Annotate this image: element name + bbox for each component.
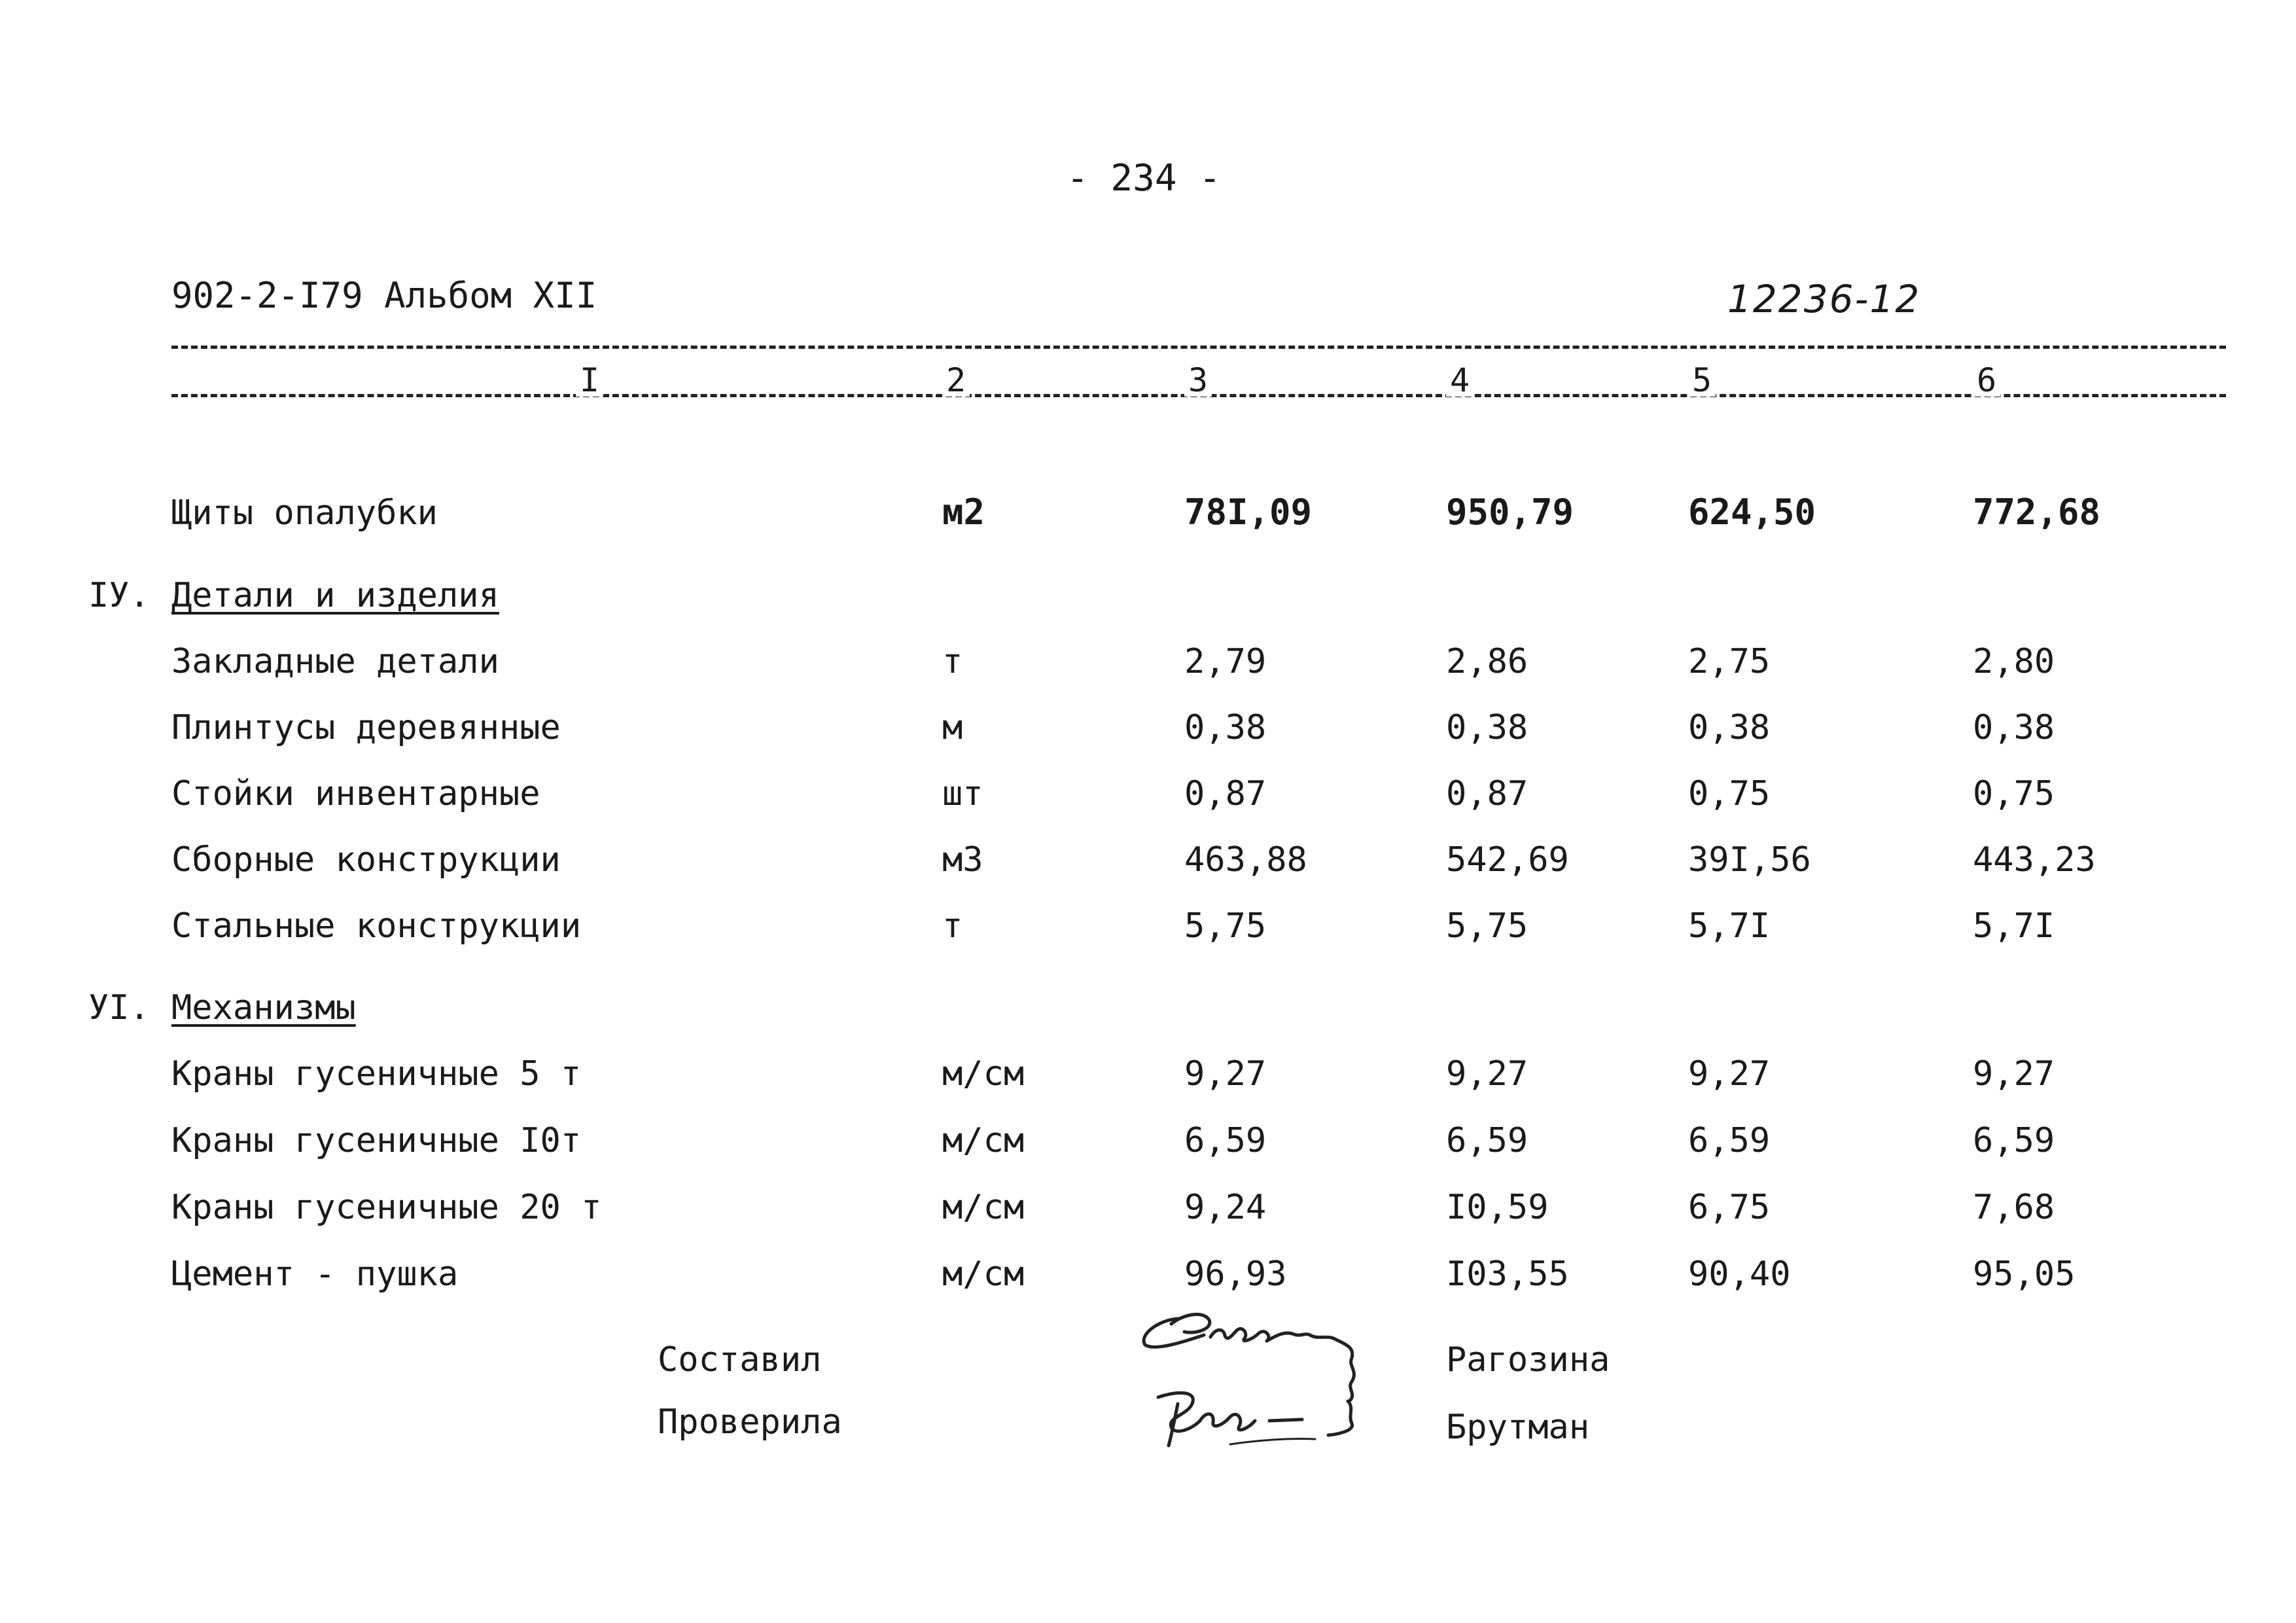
- row-unit: м/см: [942, 1054, 1025, 1094]
- column-number: I: [576, 364, 603, 397]
- column-number: 2: [942, 364, 970, 397]
- row-value: 2,79: [1184, 642, 1267, 681]
- row-value: 6,75: [1688, 1188, 1771, 1227]
- row-value: 78I,09: [1184, 491, 1313, 533]
- handwritten-archive-number: 12236-12: [1727, 277, 1921, 321]
- row-value: 0,75: [1973, 774, 2055, 813]
- row-name: Цемент - пушка: [171, 1255, 459, 1294]
- row-value: 624,50: [1688, 491, 1816, 533]
- document-code: 902-2-I79 Альбом XII: [171, 275, 597, 316]
- row-name: Краны гусеничные I0т: [171, 1121, 582, 1160]
- row-value: I03,55: [1446, 1255, 1569, 1294]
- checked-by-label: Проверила: [658, 1402, 842, 1442]
- row-value: 95,05: [1973, 1255, 2075, 1294]
- row-value: 5,75: [1446, 906, 1528, 946]
- row-name: Краны гусеничные 20 т: [171, 1188, 602, 1227]
- row-value: 9,27: [1973, 1054, 2055, 1094]
- row-value: 9,27: [1184, 1054, 1267, 1094]
- row-value: 9,27: [1446, 1054, 1528, 1094]
- row-value: 772,68: [1973, 491, 2101, 533]
- row-value: 6,59: [1446, 1121, 1528, 1160]
- row-value: 0,38: [1446, 708, 1528, 747]
- row-value: 0,87: [1446, 774, 1528, 813]
- row-value: I0,59: [1446, 1188, 1549, 1227]
- row-name: Стойки инвентарные: [171, 774, 540, 813]
- row-unit: м3: [942, 840, 983, 880]
- row-unit: шт: [942, 774, 983, 813]
- row-unit: м/см: [942, 1188, 1025, 1227]
- row-value: 0,38: [1973, 708, 2055, 747]
- column-number: 3: [1184, 364, 1212, 397]
- row-value: 0,38: [1184, 708, 1267, 747]
- row-unit: м/см: [942, 1255, 1025, 1294]
- row-unit: т: [942, 906, 963, 946]
- row-value: 2,80: [1973, 642, 2055, 681]
- section-title: Механизмы: [171, 988, 356, 1027]
- composed-by-label: Составил: [658, 1340, 822, 1380]
- header-rule-top: [171, 346, 2226, 349]
- row-value: 443,23: [1973, 840, 2096, 880]
- section-title: Детали и изделия: [171, 576, 499, 615]
- row-unit: т: [942, 642, 963, 681]
- row-value: 0,87: [1184, 774, 1267, 813]
- row-name: Краны гусеничные 5 т: [171, 1054, 582, 1094]
- section-roman-numeral: IУ.: [88, 576, 150, 615]
- row-value: 6,59: [1688, 1121, 1771, 1160]
- row-value: 2,86: [1446, 642, 1528, 681]
- handwritten-signatures: [1132, 1306, 1407, 1476]
- row-value: 90,40: [1688, 1255, 1791, 1294]
- row-unit: м/см: [942, 1121, 1025, 1160]
- row-value: 950,79: [1446, 491, 1574, 533]
- section-roman-numeral: УI.: [88, 988, 150, 1027]
- row-unit: м: [942, 708, 963, 747]
- row-name: Щиты опалубки: [171, 493, 438, 533]
- row-name: Закладные детали: [171, 642, 499, 681]
- row-value: 9,27: [1688, 1054, 1771, 1094]
- column-number: 4: [1446, 364, 1474, 397]
- row-value: 6,59: [1973, 1121, 2055, 1160]
- column-number: 5: [1688, 364, 1716, 397]
- row-value: 5,75: [1184, 906, 1267, 946]
- row-name: Сборные конструкции: [171, 840, 561, 880]
- row-value: 5,7I: [1973, 906, 2055, 946]
- row-value: 2,75: [1688, 642, 1771, 681]
- page-number: - 234 -: [1067, 157, 1222, 200]
- row-value: 5,7I: [1688, 906, 1771, 946]
- row-value: 9,24: [1184, 1188, 1267, 1227]
- row-name: Стальные конструкции: [171, 906, 582, 946]
- row-value: 463,88: [1184, 840, 1307, 880]
- row-name: Плинтусы деревянные: [171, 708, 561, 747]
- row-value: 542,69: [1446, 840, 1569, 880]
- row-value: 0,75: [1688, 774, 1771, 813]
- row-value: 6,59: [1184, 1121, 1267, 1160]
- checked-by-name: Брутман: [1446, 1408, 1590, 1447]
- composed-by-name: Рагозина: [1446, 1340, 1610, 1380]
- row-value: 39I,56: [1688, 840, 1811, 880]
- row-value: 96,93: [1184, 1255, 1287, 1294]
- row-value: 7,68: [1973, 1188, 2055, 1227]
- row-value: 0,38: [1688, 708, 1771, 747]
- column-number: 6: [1973, 364, 2000, 397]
- row-unit: м2: [942, 491, 985, 533]
